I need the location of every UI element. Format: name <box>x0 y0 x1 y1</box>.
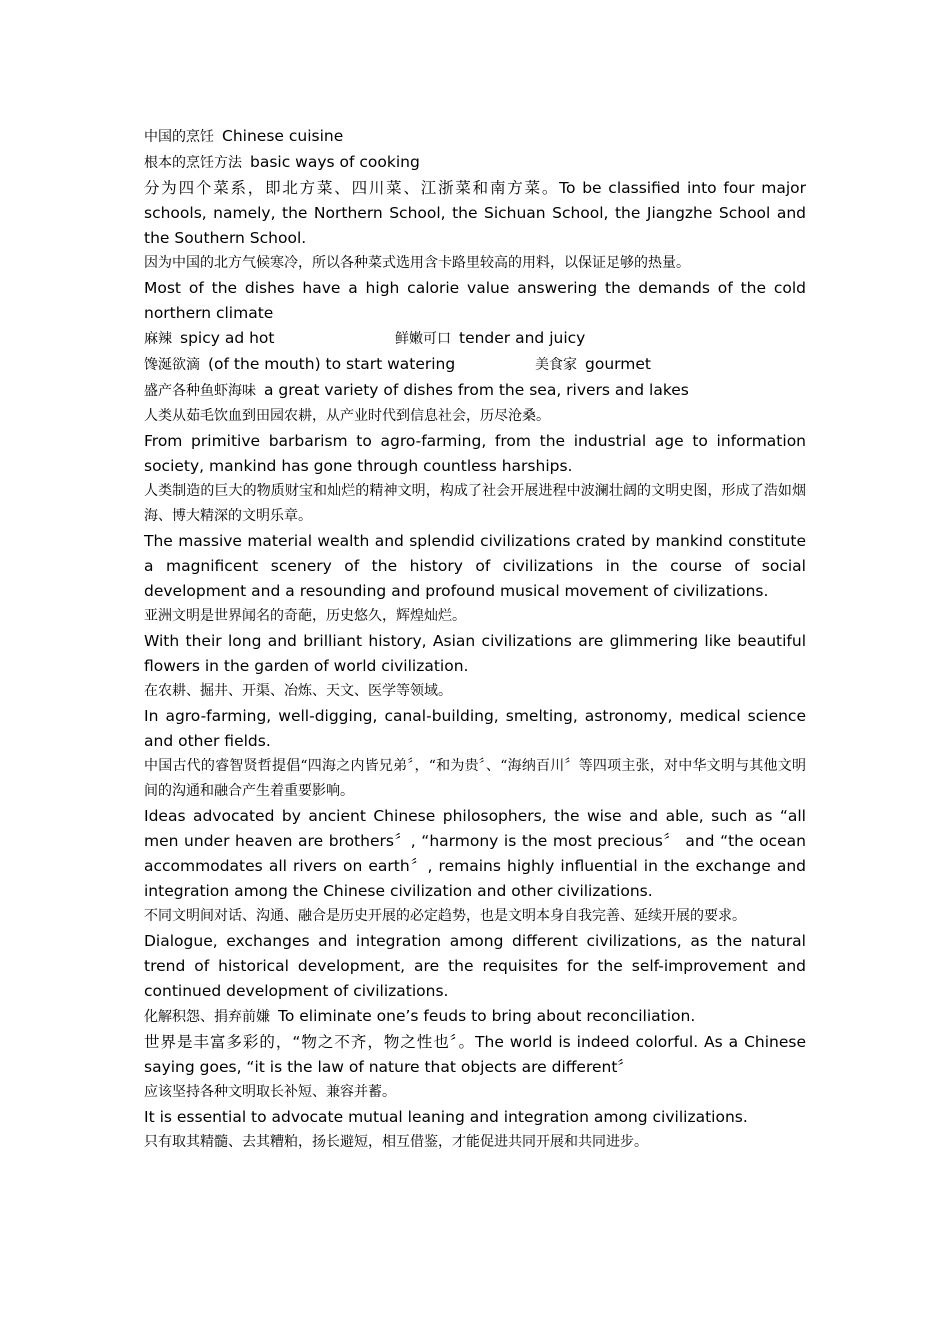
vocab-pair-1: 麻辣 spicy ad hot 鲜嫩可口 tender and juicy <box>144 329 586 347</box>
para-leaning-en: It is essential to advocate mutual leaning and integration among civilizations. <box>144 1108 748 1126</box>
line-chinese-cuisine: 中国的烹饪 Chinese cuisine <box>144 127 344 145</box>
line-reconciliation: 化解积怨、捐弃前嫌 To eliminate one’s feuds to bring about reconciliation. <box>144 1007 696 1025</box>
para-progress-zh: 只有取其精髓、去其糟粕，扬长避短，相互借鉴，才能促进共同开展和共同进步。 <box>144 1134 648 1150</box>
line-seafood: 盛产各种鱼虾海味 a great variety of dishes from the sea, rivers and lakes <box>144 381 689 399</box>
document-page <box>144 124 806 1155</box>
para-wealth-zh: 人类制造的巨大的物质财宝和灿烂的精神文明，构成了社会开展进程中波澜壮阔的文明史图，形成了浩如烟海、博大精深的文明乐章。 <box>144 483 806 524</box>
vocab-pair-2: 馋涎欲滴 (of the mouth) to start watering 美食家 gourmet <box>144 355 651 373</box>
line-basic-ways: 根本的烹饪方法 basic ways of cooking <box>144 153 420 171</box>
para-ideas-en: Ideas advocated by ancient Chinese philosophers, the wise and able, such as “all men under heaven are brothers〞, “harmony is the most precious〞 and “the ocean accommodates all rivers on earth〞, remains highly influential in the exchange and integration among the Chinese civilization and other civilizations. <box>144 807 806 900</box>
para-dialogue-en: Dialogue, exchanges and integration among different civilizations, as the natural trend of historical development, are the requisites for the self-improvement and continued development of civilizations. <box>144 932 806 1000</box>
para-north-en: Most of the dishes have a high calorie value answering the demands of the cold northern climate <box>144 279 806 322</box>
para-mankind-zh: 人类从茹毛饮血到田园农耕，从产业时代到信息社会，历尽沧桑。 <box>144 408 550 424</box>
para-asia-zh: 亚洲文明是世界闻名的奇葩，历史悠久，辉煌灿烂。 <box>144 608 466 624</box>
para-north-zh: 因为中国的北方气候寒冷，所以各种菜式选用含卡路里较高的用料，以保证足够的热量。 <box>144 255 690 271</box>
para-fields-en: In agro-farming, well-digging, canal-building, smelting, astronomy, medical science and other fields. <box>144 707 806 750</box>
para-asia-en: With their long and brilliant history, Asian civilizations are glimmering like beautiful flowers in the garden of world civilization. <box>144 632 806 675</box>
para-dialogue-zh: 不同文明间对话、沟通、融合是历史开展的必定趋势，也是文明本身自我完善、延续开展的要求。 <box>144 908 746 924</box>
para-ideas-zh: 中国古代的睿智贤哲提倡“四海之内皆兄弟〞，“和为贵〞、“海纳百川〞等四项主张，对中华文明与其他文明间的沟通和融合产生着重要影响。 <box>144 758 806 799</box>
para-fields-zh: 在农耕、掘井、开渠、冶炼、天文、医学等领域。 <box>144 683 452 699</box>
para-leaning-zh: 应该坚持各种文明取长补短、兼容并蓄。 <box>144 1084 396 1100</box>
para-colorful: 世界是丰富多彩的，“物之不齐，物之性也〞。The world is indeed colorful. As a Chinese saying goes, “it is the law of nature that objects are different〞 <box>144 1033 806 1076</box>
para-four-schools: 分为四个菜系，即北方菜、四川菜、江浙菜和南方菜。To be classified into four major schools, namely, the Northern School, the Sichuan School, the Jiangzhe School and the Southern School. <box>144 179 806 247</box>
para-wealth-en: The massive material wealth and splendid civilizations crated by mankind constitute a magnificent scenery of the history of civilizations in the course of social development and a resounding and profound musical movement of civilizations. <box>144 532 806 600</box>
para-mankind-en: From primitive barbarism to agro-farming, from the industrial age to information society, mankind has gone through countless harships. <box>144 432 806 475</box>
